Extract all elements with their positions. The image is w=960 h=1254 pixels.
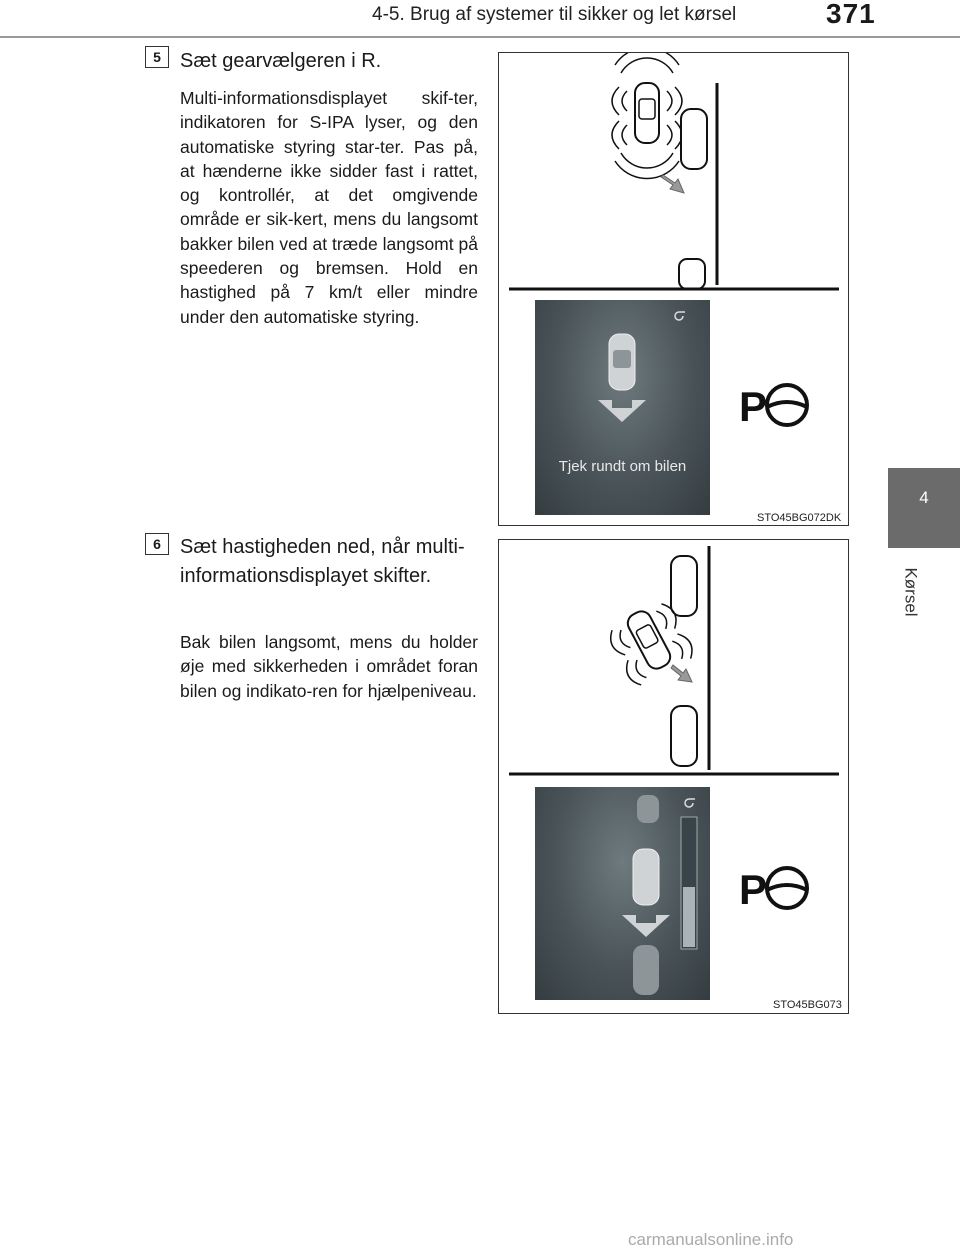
step-6-number: 6 <box>145 533 169 555</box>
display-message: Tjek rundt om bilen <box>558 458 687 475</box>
parking-diagram-5 <box>499 53 848 293</box>
header-title: 4-5. Brug af systemer til sikker og let kørsel <box>372 4 737 25</box>
chapter-label-text: Kørsel <box>901 567 921 617</box>
step-6-title: Sæt hastigheden ned, når multi-informationsdisplayet skifter. <box>180 536 465 587</box>
figure-code-6: STO45BG073 <box>773 999 842 1011</box>
chapter-tab <box>888 468 960 548</box>
figure-step-6 <box>498 539 849 1014</box>
figure-step-5 <box>498 52 849 526</box>
multi-info-display-6 <box>535 787 710 1000</box>
figure-code-5: STO45BG072DK <box>757 512 842 524</box>
svg-text:P: P <box>739 866 768 913</box>
multi-info-display-5 <box>535 300 710 515</box>
chapter-label <box>896 560 920 620</box>
svg-text:P: P <box>739 383 768 430</box>
steering-assist-icon-2 <box>735 862 815 922</box>
header-rule <box>0 36 960 38</box>
step-5-title: Sæt gearvælgeren i R. <box>180 50 382 72</box>
steering-assist-icon <box>735 379 815 439</box>
step-5-number: 5 <box>145 46 169 68</box>
chapter-number: 4 <box>919 488 929 507</box>
page-number: 371 <box>826 0 876 29</box>
watermark: carmanualsonline.info <box>628 1230 794 1249</box>
parking-diagram-6 <box>499 540 848 780</box>
step-5-body: Multi-informationsdisplayet skif-ter, indikatoren for S-IPA lyser, og den automatiske styring star-ter. Pas på, at hænderne ikke sidder fast i rattet, og kontrollér, at det omgivende område er sik-kert, mens du langsomt bakker bilen ved at træde langsomt på speederen og bremsen. Hold en hastighed på 7 km/t eller mindre under den automatiske styring. <box>180 88 478 327</box>
step-6-body: Bak bilen langsomt, mens du holder øje med sikkerheden i området foran bilen og indikato-ren for hjælpeniveau. <box>180 632 478 701</box>
